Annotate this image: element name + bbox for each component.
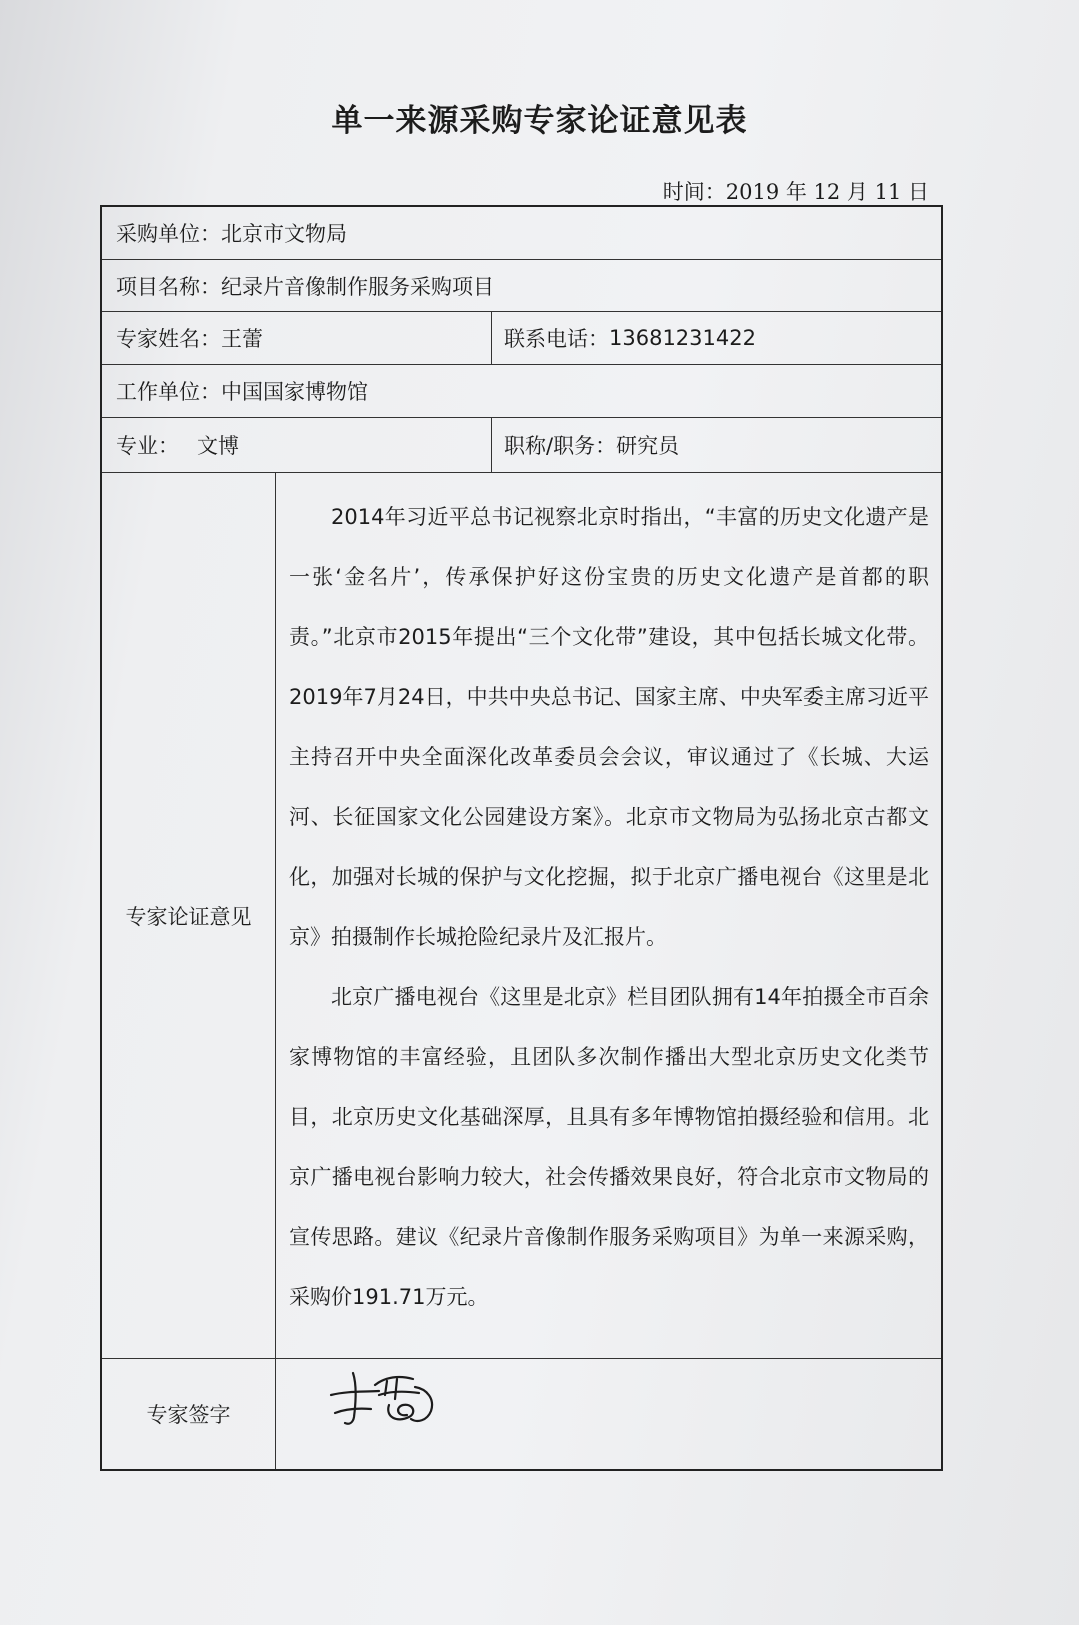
major-value: 文博 <box>197 434 239 458</box>
document-title: 单一来源采购专家论证意见表 <box>331 103 748 139</box>
expert-opinion-form <box>100 205 943 1471</box>
phone-value: 13681231422 <box>609 326 756 350</box>
employer-label: 工作单位： <box>116 380 221 404</box>
buyer-label: 采购单位： <box>116 222 221 246</box>
phone-label: 联系电话： <box>504 327 609 351</box>
signature-label: 专家签字 <box>102 1359 276 1469</box>
row-opinion <box>102 473 941 1359</box>
project-label: 项目名称： <box>116 274 221 299</box>
date-label: 时间： <box>662 180 726 204</box>
row-buyer <box>102 207 941 260</box>
handwritten-signature-icon <box>327 1365 447 1431</box>
row-expert <box>102 312 941 365</box>
row-major <box>102 418 941 473</box>
major-label: 专业： <box>116 434 179 458</box>
expert-name-label: 专家姓名： <box>116 327 221 351</box>
date-value: 2019 年 12 月 11 日 <box>725 180 929 204</box>
row-employer <box>102 365 941 418</box>
expert-name-value: 王蕾 <box>221 327 263 351</box>
project-value: 纪录片音像制作服务采购项目 <box>221 274 494 299</box>
employer-value: 中国国家博物馆 <box>221 380 368 404</box>
opinion-paragraph: 2014年习近平总书记视察北京时指出，“丰富的历史文化遗产是一张‘金名片’，传承保护好这份宝贵的历史文化遗产是首都的职责。”北京市2015年提出“三个文化带”建设，其中包括长城文化带。2019年7月24日，中共中央总书记、国家主席、中央军委主席习近平主持召开中央全面深化改革委员会会议，审议通过了《长城、大运河、长征国家文化公园建设方案》。北京市文物局为弘扬北京古都文化，加强对长城的保护与文化挖掘，拟于北京广播电视台《这里是北京》拍摄制作长城抢险纪录片及汇报片。 <box>289 505 929 949</box>
buyer-value: 北京市文物局 <box>221 222 347 246</box>
row-project <box>102 260 941 312</box>
title-value: 研究员 <box>616 434 680 458</box>
opinion-label: 专家论证意见 <box>102 473 276 1358</box>
row-signature <box>102 1359 941 1469</box>
document-date <box>663 176 929 206</box>
opinion-paragraph: 北京广播电视台《这里是北京》栏目团队拥有14年拍摄全市百余家博物馆的丰富经验，且团队多次制作播出大型北京历史文化类节目，北京历史文化基础深厚，且具有多年博物馆拍摄经验和信用。北京广播电视台影响力较大，社会传播效果良好，符合北京市文物局的宣传思路。建议《纪录片音像制作服务采购项目》为单一来源采购，采购价191.71万元。 <box>289 985 929 1309</box>
opinion-text <box>289 487 929 1327</box>
title-label: 职称/职务： <box>504 434 617 458</box>
